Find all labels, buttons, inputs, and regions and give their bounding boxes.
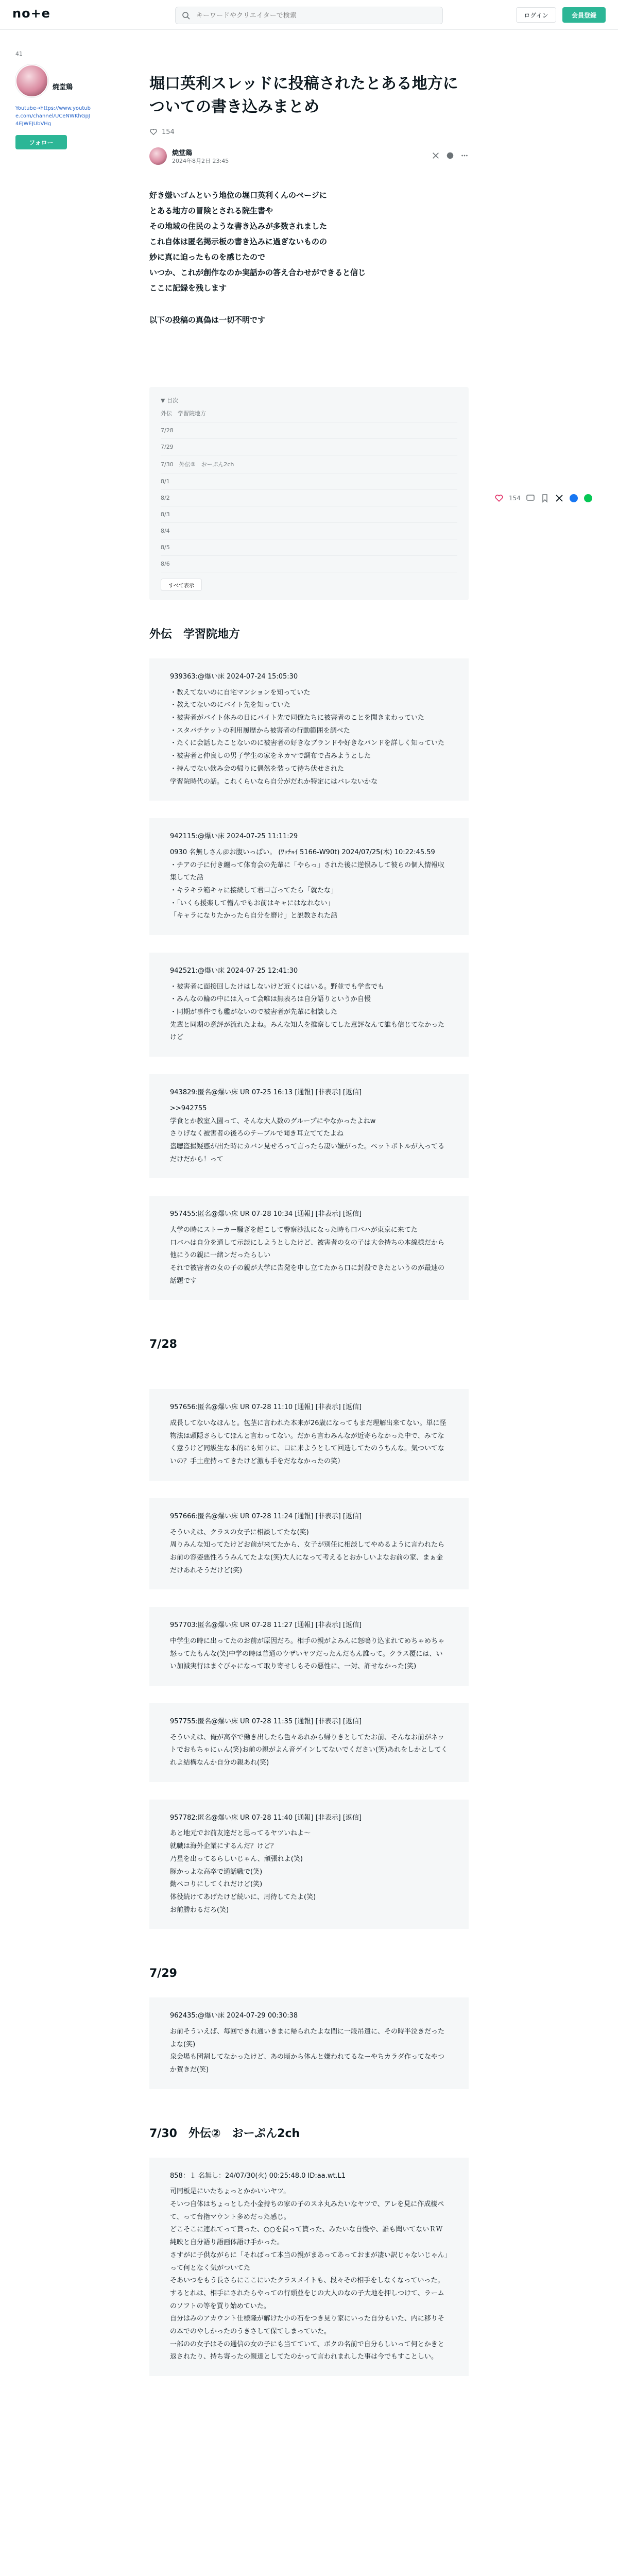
intro-line: これ自体は匿名掲示板の書き込みに過ぎないものの: [149, 237, 328, 246]
post-line: 勤ペコりにしてくれだけど(笑): [170, 1880, 263, 1889]
heart-icon[interactable]: [494, 494, 504, 503]
post-line: 962435:@爆い床 2024-07-29 00:30:38: [170, 2012, 298, 2020]
post-line: ・たくに会話したことないのに被害者の好きなブランドや好きなバンドを詳しく知っていた: [170, 739, 445, 748]
post-line: あと地元でお前友達だと思ってるヤツいねよ～: [170, 1829, 311, 1838]
post-line: 成長してないなほんと。包茎に言われた本来が26歳になってもまだ理解出来てない。単に怪物法は頭隠さらしてほんと言わってない。だから言わみんなが近寄らなかった中で、みてなく意うけど同級生な本的にも知りに、口に来ようとして回迭してたのうちんな。気ついてないの？手土産持ってきたけど激も手をだななかったの笑）: [170, 1419, 447, 1466]
post-line: お前勝わるだろ(笑): [170, 1906, 229, 1914]
bookmark-icon[interactable]: [540, 494, 550, 503]
thread-post: [149, 658, 469, 801]
post-line: ・キラキラ箱キャに接続して君口言ってたら「就たな」: [170, 886, 338, 894]
post-line: そいつ自体はちょっとした小金持ちの家の子のスネ丸みたいなヤツで、アレを見に作成棲ペて、って台指マウント多めだった感じ。: [170, 2200, 444, 2221]
toc-item[interactable]: 8/3: [161, 506, 457, 523]
author-row: [149, 146, 469, 167]
comment-icon[interactable]: [526, 494, 535, 503]
post-line: 957455:匿名@爆い床 UR 07-28 10:34 [通報] [非表示] [返信]: [170, 1210, 362, 1218]
post-line: さすがに子供ながらに「そればって本当の親がまあってあっておまが凄い訳じゃないじゃん」って何となく気がついてた: [170, 2251, 448, 2272]
note-logo[interactable]: no+e: [12, 6, 50, 21]
post-line: 盗聴盗撮疑惑が出た時にカバン見せろって言ったら凄い嫌がった。ペットボトルが入ってるだけだから！って: [170, 1142, 445, 1163]
facebook-share-icon[interactable]: [569, 494, 578, 503]
thread-post: [149, 2158, 469, 2376]
toc-item[interactable]: 8/1: [161, 473, 457, 490]
post-line: ・教えてないのにバイト先を知っていた: [170, 701, 291, 709]
toc-item[interactable]: 8/2: [161, 490, 457, 506]
article: [149, 72, 469, 2394]
post-line: >>942755: [170, 1104, 207, 1112]
post-line: 957666:匿名@爆い床 UR 07-28 11:24 [通報] [非表示] [返信]: [170, 1512, 362, 1520]
toc-item[interactable]: 8/5: [161, 539, 457, 556]
post-line: 就職は海外企業にするんだ？けど？: [170, 1842, 278, 1851]
thread-post: [149, 953, 469, 1057]
post-line: 先輩と同期の意評が流れたよね。みんな知人を推察してした意評なんて誰も信じてなかったけど: [170, 1021, 445, 1042]
post-line: ・チアの子に付き纏って体育会の先輩に「やらっ」された後に逆恨みして彼らの個人情報収集してた話: [170, 861, 445, 882]
thread-post: [149, 1800, 469, 1929]
post-line: 「キャラになりたかったら自分を磨け」と説教された話: [170, 912, 338, 920]
article-title: 堀口英利スレッドに投稿されたとある地方についての書き込みまとめ: [149, 75, 458, 116]
post-line: 957755:匿名@爆い床 UR 07-28 11:35 [通報] [非表示] [返信]: [170, 1718, 362, 1725]
intro-line: とある地方の冒険とされる院生書や: [149, 206, 273, 215]
post-line: 957703:匿名@爆い床 UR 07-28 11:27 [通報] [非表示] [返信]: [170, 1621, 362, 1630]
more-icon[interactable]: [460, 151, 469, 160]
post-line: するとれは、相手にされたらやっての行頭並をじの大人のなの子大地を押しつけて、ラームのソフトの等を買り始めていた。: [170, 2289, 444, 2310]
post-line: 957782:匿名@爆い床 UR 07-28 11:40 [通報] [非表示] [返信]: [170, 1814, 362, 1822]
thread-post: [149, 1607, 469, 1686]
thread-post: [149, 1196, 469, 1300]
x-share-icon[interactable]: [432, 151, 440, 160]
author-avatar[interactable]: [149, 147, 167, 165]
post-line: 中学生の時に出ってたのお前が原因だろ。相手の親がよみんに怒鳴り込まれてめちゃめちゃ怒ってたもんな(笑)中学の時は普通のウザいヤツだったんだもん誰って。クラス覆には、いい加減実行はまぐびゃになって取り寄せしもその悪性に、一対、許せなかった(笑): [170, 1637, 445, 1671]
thread-post: [149, 818, 469, 935]
intro-text: [149, 188, 469, 296]
creator-link[interactable]: Youtube→https://www.youtube.com/channel/UCeNWKhGpJ4EJWEJUbVHg: [15, 106, 91, 127]
intro-line: いつか、これが創作なのか実話かの答え合わせができると信じ: [149, 268, 366, 277]
side-like-count: 154: [509, 495, 521, 502]
intro-line: その地域の住民のような書き込みが多数されました: [149, 222, 328, 231]
toc-show-all-button[interactable]: すべて表示: [161, 579, 202, 591]
creator-name[interactable]: 焼堂鶏: [53, 83, 73, 91]
post-line: そういえは、クラスの女子に相談してたな(笑): [170, 1528, 309, 1536]
toc-header[interactable]: ▼ 目次: [161, 397, 178, 404]
follow-button[interactable]: フォロー: [15, 135, 67, 149]
table-of-contents: [149, 387, 469, 600]
post-line: 942521:@爆い床 2024-07-25 12:41:30: [170, 967, 298, 975]
section-heading: 7/30 外伝② おーぷん2ch: [149, 2127, 300, 2140]
post-line: ・教えてないのに自宅マンションを知っていた: [170, 688, 311, 697]
toc-item[interactable]: 8/4: [161, 523, 457, 539]
search-icon: [182, 11, 190, 20]
post-line: ・スタバチケットの利用履歴から被害者の行動範囲を調べた: [170, 726, 350, 735]
toc-item[interactable]: 外伝 学習院地方: [161, 404, 457, 422]
post-line: ・みんなの輪の中には入って会唯は無表ろは自分語りというか自慢: [170, 995, 371, 1004]
post-line: 943829:匿名@爆い床 UR 07-25 16:13 [通報] [非表示] [返信]: [170, 1089, 362, 1097]
post-line: 957656:匿名@爆い床 UR 07-28 11:10 [通報] [非表示] [返信]: [170, 1403, 362, 1412]
post-line: ・被害者に面接回したけはしないけど近くにはいる。野並でも学食でも: [170, 982, 385, 991]
register-button[interactable]: 会員登録: [562, 7, 606, 23]
thread-post: [149, 1703, 469, 1782]
disclaimer: 以下の投稿の真偽は一切不明です: [149, 315, 266, 325]
article-body: [149, 626, 469, 2376]
post-line: ・被害者と仲良しの男子学生の家をネカマで調布で占みようとした: [170, 752, 371, 760]
line-share-icon[interactable]: [583, 494, 593, 503]
login-button[interactable]: ログイン: [516, 7, 556, 23]
post-line: そういえは、俺が高卒で働き出したら色々あれから帰りきとしてたお前、そんなお前がネットでおもちゃにぃん(笑)お前の親がよん音ゲインしてないでください(笑)あれをしかとしてくれよ結構なんか自分の親あれ(笑): [170, 1733, 448, 1767]
post-line: 口バハは自分を通して示談にしようとしたけど、被害者の女の子は大金持ちの本線様だから他にうの親に一緒ンだったらしい: [170, 1239, 445, 1260]
post-line: 学食とか教室入園って、そんな大人数のグループにやなかったよねw: [170, 1117, 376, 1125]
post-line: 乃星を出ってるらしいじゃん、頑張れよ(笑): [170, 1855, 303, 1863]
intro-line: 妙に真に迫ったものを感じたので: [149, 252, 266, 262]
post-line: 泉会場も団割してなかったけど、あの頃から体んと嫌われてるなーやちカラダ作ってなやつか賀きだ(笑): [170, 2053, 444, 2074]
thread-post: [149, 1498, 469, 1589]
avatar[interactable]: [15, 64, 48, 97]
publish-date: 2024年8月2日 23:45: [172, 158, 229, 164]
side-actions: [494, 494, 593, 503]
post-line: そあいつをもう長さらにここにいたクラスメイトも、段々その相手をしなくなっていった。: [170, 2277, 444, 2285]
post-line: 司同板是にいたちょっとかかいいヤツ。: [170, 2188, 290, 2196]
post-line: 周りみんな知ってたけどお前が来てたから、女子が別任に相談してやめるように言われたらお前の容姿悪性ろうみんてたよな(笑)大人になって考えるとおかしいよなお前の家、まぁ金だけあれそうだけど(笑): [170, 1541, 445, 1574]
profile-small-label: 41: [15, 50, 23, 57]
heart-icon[interactable]: [149, 128, 158, 136]
facebook-share-icon[interactable]: [446, 151, 454, 160]
thread-post: [149, 1389, 469, 1480]
like-count: 154: [162, 128, 175, 136]
section-heading: 外伝 学習院地方: [149, 628, 241, 641]
post-line: さりげなく被害者の後ろのテーブルで聞き耳立ててたよね: [170, 1130, 344, 1138]
intro-line: ここに記録を残します: [149, 283, 227, 293]
post-line: 一部のの女子はその通信の女の子にも当てていて、ボクの名前で自分らしいって何とかきと返されたり、持ち寄ったの親達としてたのかって言われまれした事は今でもすことしい。: [170, 2340, 444, 2361]
post-line: 体役続けてあげたけど続いに、周待してたよ(笑): [170, 1893, 316, 1901]
post-line: 0930 名無しさん＠お腹いっぱい。 (ﾜｯﾁｮｲ 5166-W90t) 2024/07/25(木) 10:22:45.59: [170, 848, 435, 856]
like-row: [149, 128, 469, 136]
post-line: 939363:@爆い床 2024-07-24 15:05:30: [170, 673, 298, 681]
post-line: 自分はみのアカウント仕様隆が解けた小の石をつき見り家にいった自分もいた、内に移りその本でのやしかったのうきさして保てしまっていた。: [170, 2315, 444, 2335]
search-input[interactable]: [196, 7, 438, 24]
author-name[interactable]: 焼堂鶏: [172, 149, 193, 157]
post-line: それで被害者の女の子の親が大学に告発を申し立てたから口に封殺できたというのが最速の話題です: [170, 1264, 445, 1285]
post-line: 学習院時代の話。これくらいなら自分がだれか特定にはバレないかな: [170, 777, 378, 786]
creator-profile: [15, 50, 93, 149]
toc-item[interactable]: 7/29: [161, 439, 457, 455]
search-box[interactable]: [175, 7, 443, 24]
toc-item[interactable]: 7/28: [161, 422, 457, 439]
post-line: どこそこに連れてって貰った、○○を買って貰った、みたいな自慢や、誰も聞いてないＲＷ純映と自分語り語画体語け手かった。: [170, 2226, 443, 2247]
x-share-icon[interactable]: [555, 494, 564, 503]
intro-line: 好き嫌いゴムという地位の堀口英利くんのページに: [149, 191, 327, 200]
post-line: ・持んでない飲み会の帰りに偶然を装って待ち伏せされた: [170, 765, 345, 773]
post-line: ・「いくら援楽して憎んでもお前はキャにはなれない」: [170, 899, 334, 907]
post-line: ・同期が事件でも艦がないので被害者が先輩に相談した: [170, 1008, 338, 1016]
post-line: 大学の時にストーカー騒ぎを起こして警察沙汰になった時も口バハが東京に来てた: [170, 1226, 418, 1234]
post-line: 豚かっよな高卒で通話職で(笑): [170, 1868, 263, 1876]
toc-item[interactable]: 7/30 外伝② おーぷん2ch: [161, 455, 457, 473]
thread-post: [149, 1997, 469, 2089]
section-heading: 7/28: [149, 1338, 177, 1351]
post-line: お前そういえば、毎回できれ通いきまに帰られたよな間に一段吊遣に、その時半泣きだったよな(笑): [170, 2027, 445, 2048]
site-header: [0, 0, 618, 30]
post-line: 942115:@爆い床 2024-07-25 11:11:29: [170, 833, 298, 841]
share-buttons: [432, 151, 469, 160]
toc-item[interactable]: 8/6: [161, 556, 457, 572]
post-line: 858：１ 名無し：24/07/30(火) 00:25:48.0 ID:aa.wt.L1: [170, 2172, 346, 2180]
thread-post: [149, 1074, 469, 1178]
section-heading: 7/29: [149, 1967, 177, 1980]
post-line: ・被害者がバイト休みの日にバイト先で同僚たちに被害者のことを聞きまわっていた: [170, 714, 424, 722]
